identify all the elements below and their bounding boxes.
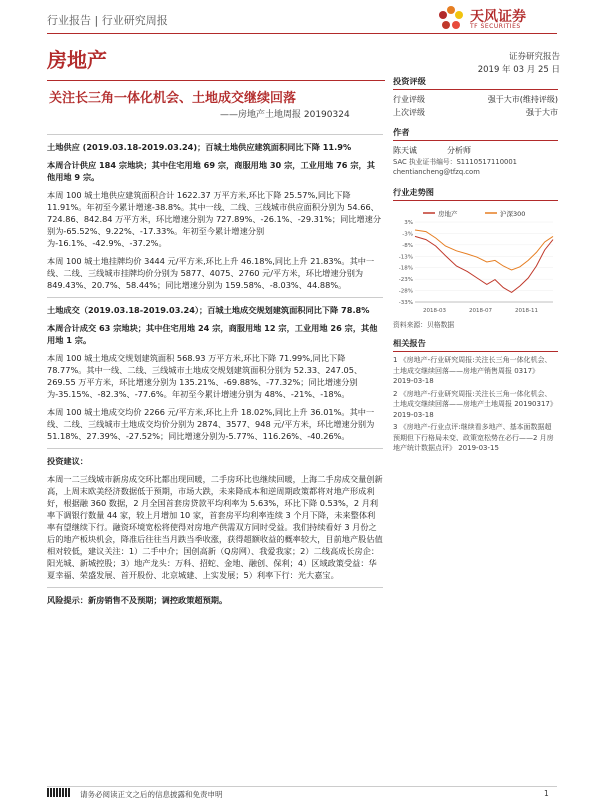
rating-heading: 投资评级 [393, 76, 558, 90]
deal-price-paragraph: 本周 100 城土地成交均价 2266 元/平方米,环比上升 18.02%,同比上升 36.01%。其中一线、二线、三线城市土地成交均价分别为 2874、3577、948 元/平方米，环比增速分别为 51.18%、27.39%、-27.52%；同比增速分别为-5.77%、116.26%、-40.26%。 [47, 407, 375, 441]
risk-notice: 风险提示：新房销售不及预期；调控政策超预期。 [47, 587, 383, 606]
author-heading: 作者 [393, 127, 558, 141]
title-divider [47, 80, 385, 81]
industry-rating-label: 行业评级 [393, 95, 425, 104]
sidebar [393, 76, 558, 454]
related-heading: 相关报告 [393, 338, 558, 352]
chart-source: 资料来源：贝格数据 [393, 321, 455, 329]
sector-title: 房地产 [47, 48, 107, 72]
y-tick-label: -3% [402, 231, 413, 238]
y-tick-label: -13% [398, 254, 413, 261]
related-item[interactable]: 1 《房地产-行业研究周报:关注长三角一体化机会、土地成交继续回落——房地产销售周报 0317》 2019-03-18 [393, 356, 552, 385]
author-role: 分析师 [447, 146, 471, 155]
deal-heading: 土地成交（2019.03.18-2019.03.24）；百城土地成交规划建筑面积同比下降 78.8% [47, 297, 383, 316]
report-title: 关注长三角一体化机会、土地成交继续回落 [49, 91, 297, 106]
y-tick-label: -28% [398, 288, 413, 295]
x-tick-label: 2018-03 [423, 308, 446, 314]
tf-logo-icon [436, 4, 466, 34]
legend-label: 沪深300 [500, 210, 526, 218]
y-tick-label: -33% [398, 300, 413, 306]
report-date: 2019 年 03 月 25 日 [477, 65, 560, 75]
author-cert: SAC 执业证书编号：S1110517110001 [393, 158, 517, 166]
qr-code-icon [47, 788, 71, 797]
author-name: 陈天诚 [393, 146, 417, 155]
prev-rating-row [393, 106, 558, 119]
invest-paragraph: 本周一二三线城市新房成交环比都出现回暖，二手房环比也继续回暖，上海二手房成交量创新高，上周末欧美经济数据低于预期，市场大跌，未来降成本和逆周期政策都将对地产形成利好，根据融 360 数据，2 月全国首套房贷款平均利率为 5.63%，环比下降 0.53%，2 月利率下调银行数量 44 家，较上月增加 10 家，首套房平均利率连续 3 个月下降，未来整体利率有望继续下行。融资环境宽松将使得对房地产供需双方同时受益。我们持续看好 3 月份之后的地产板块机会，降准后往往当月跌当季收涨，获得超额收益的概率较大，目前地产股估值相对较低，建议关注：1）二手中介；国创高新（Q房网）、我爱我家；2）二线高成长房企：阳光城、新城控股；3）地产龙头：万科、招蛇、金地、融创、保利；4）区域政策受益：华夏幸福、荣盛发展、首开股份、北京城建、上实发展；5）利率下行：光大嘉宝。 [47, 474, 383, 580]
prev-rating-label: 上次评级 [393, 108, 425, 117]
prev-rating-value: 强于大市 [526, 108, 558, 117]
supply-area-paragraph: 本周 100 城土地供应建筑面积合计 1622.37 万平方米,环比下降 25.57%,同比下降 11.91%。年初至今累计增速-38.8%。其中一线、二线、三线城市供应面积分别为 54.66、724.86、842.84 万平方米，环比增速分别为 727.89%、-26.1%、-29.31%；同比增速分别为-65.52%、9.22%、-17.33%。年初至今累计增速分别为-16.1%、-42.9%、-37.2%。 [47, 190, 382, 248]
y-tick-label: -8% [402, 242, 413, 249]
main-body [47, 132, 383, 612]
author-email[interactable]: chentiancheng@tfzq.com [393, 168, 480, 176]
related-item[interactable]: 2 《房地产-行业研究周报:关注长三角一体化机会、土地成交继续回落——房地产土地周报 20190317》 2019-03-18 [393, 389, 557, 419]
x-tick-label: 2018-07 [469, 308, 492, 314]
author-row [393, 144, 558, 157]
series-line-hs300 [415, 230, 553, 270]
footer-disclaimer: 请务必阅读正文之后的信息披露和免责申明 [80, 790, 223, 799]
deal-area-paragraph: 本周 100 城土地成交规划建筑面积 568.93 万平方米,环比下降 71.99%,同比下降 78.77%。其中一线、二线、三线城市土地成交规划建筑面积分别为 52.33、247.05、269.55 万平方米，环比增速分别为 135.21%、-69.88%、-77.32%；同比增速分别为-35.15%、-82.3%、-77.6%。年初至今累计增速分别为 48%、-21%、-18%。 [47, 353, 363, 399]
x-tick-label: 2018-11 [515, 308, 538, 314]
invest-heading: 投资建议： [47, 448, 383, 467]
supply-heading: 土地供应 (2019.03.18-2019.03.24)；百城土地供应建筑面积同比下降 11.9% [47, 134, 383, 153]
related-item[interactable]: 3 《房地产-行业点评:继续看多地产、基本面数据超预期但下行格局未变、政策宽松势在必行——2 月房地产统计数据点评》 2019-03-15 [393, 423, 554, 452]
y-tick-label: 3% [404, 220, 413, 226]
supply-summary: 本周合计供应 184 宗地块；其中住宅用地 69 宗，商服用地 30 宗，工业用地 76 宗，其他用地 9 宗。 [47, 160, 375, 182]
page-number: 1 [544, 789, 549, 798]
trend-heading: 行业走势图 [393, 187, 558, 201]
report-subtitle: ——房地产土地周报 20190324 [220, 110, 350, 120]
footer-divider [47, 786, 557, 787]
legend-label: 房地产 [438, 210, 458, 218]
report-type: 证券研究报告 [508, 52, 560, 62]
deal-summary: 本周合计成交 63 宗地块；其中住宅用地 24 宗，商服用地 12 宗，工业用地 26 宗，其他用地 1 宗。 [47, 323, 378, 345]
industry-rating-row [393, 93, 558, 106]
y-tick-label: -18% [398, 265, 413, 272]
header-divider [47, 33, 557, 34]
report-category: 行业报告 | 行业研究周报 [47, 14, 168, 27]
industry-rating-value: 强于大市(维持评级) [487, 95, 558, 104]
supply-price-paragraph: 本周 100 城土地挂牌均价 3444 元/平方米,环比上升 46.18%,同比上升 21.83%。其中一线、二线、三线城市挂牌均价分别为 5877、4075、2760 元/平方米，环比增速分别为 849.43%、20.7%、58.44%；同比增速分别为 159.58%、-8.03%、44.88%。 [47, 256, 375, 290]
brand-name: 天风证券 [470, 9, 526, 25]
brand-name-en: TF SECURITIES [470, 23, 521, 30]
y-tick-label: -23% [398, 277, 413, 284]
trend-chart [393, 206, 558, 318]
